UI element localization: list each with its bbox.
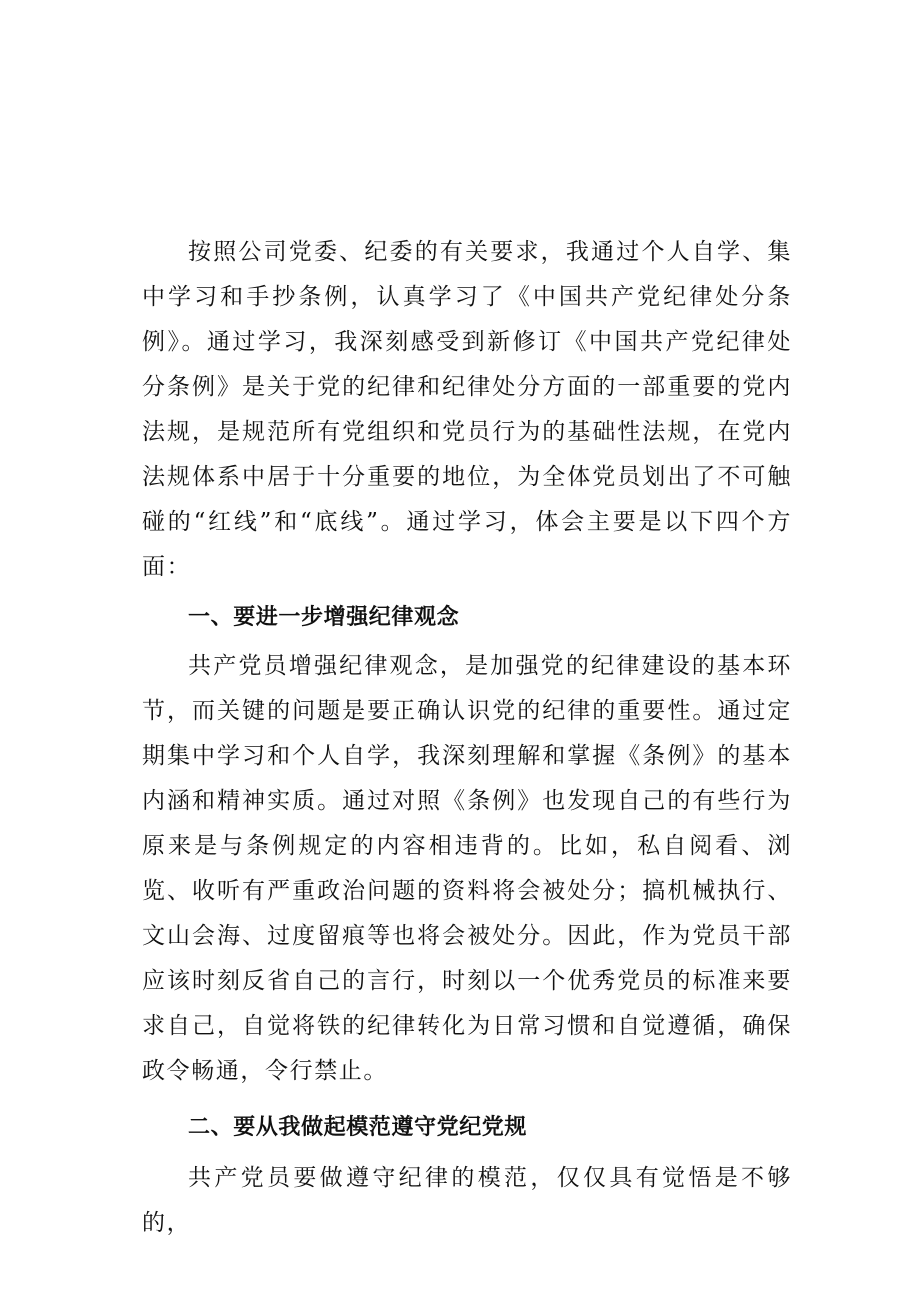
section-1-heading: 一、要进一步增强纪律观念	[188, 605, 460, 630]
section-2-paragraph: 共产党员要做遵守纪律的模范，仅仅具有觉悟是不够的，	[142, 1165, 792, 1236]
section-2-heading: 二、要从我做起模范遵守党纪党规	[188, 1115, 528, 1140]
section-1-paragraph: 共产党员增强纪律观念，是加强党的纪律建设的基本环节，而关键的问题是要正确认识党的纪律的重要性。通过定期集中学习和个人自学，我深刻理解和掌握《条例》的基本内涵和精神实质。通过对照《条例》也发现自己的有些行为原来是与条例规定的内容相违背的。比如，私自阅看、浏览、收听有严重政治问题的资料将会被处分；搞机械执行、文山会海、过度留痕等也将会被处分。因此，作为党员干部应该时刻反省自己的言行，时刻以一个优秀党员的标准来要求自己，自觉将铁的纪律转化为日常习惯和自觉遵循，确保政令畅通，令行禁止。	[142, 653, 792, 1084]
intro-paragraph: 按照公司党委、纪委的有关要求，我通过个人自学、集中学习和手抄条例，认真学习了《中国共产党纪律处分条例》。通过学习，我深刻感受到新修订《中国共产党纪律处分条例》是关于党的纪律和纪律处分方面的一部重要的党内法规，是规范所有党组织和党员行为的基础性法规，在党内法规体系中居于十分重要的地位，为全体党员划出了不可触碰的“红线”和“底线”。通过学习，体会主要是以下四个方面：	[142, 239, 792, 580]
document-body	[142, 230, 792, 1246]
